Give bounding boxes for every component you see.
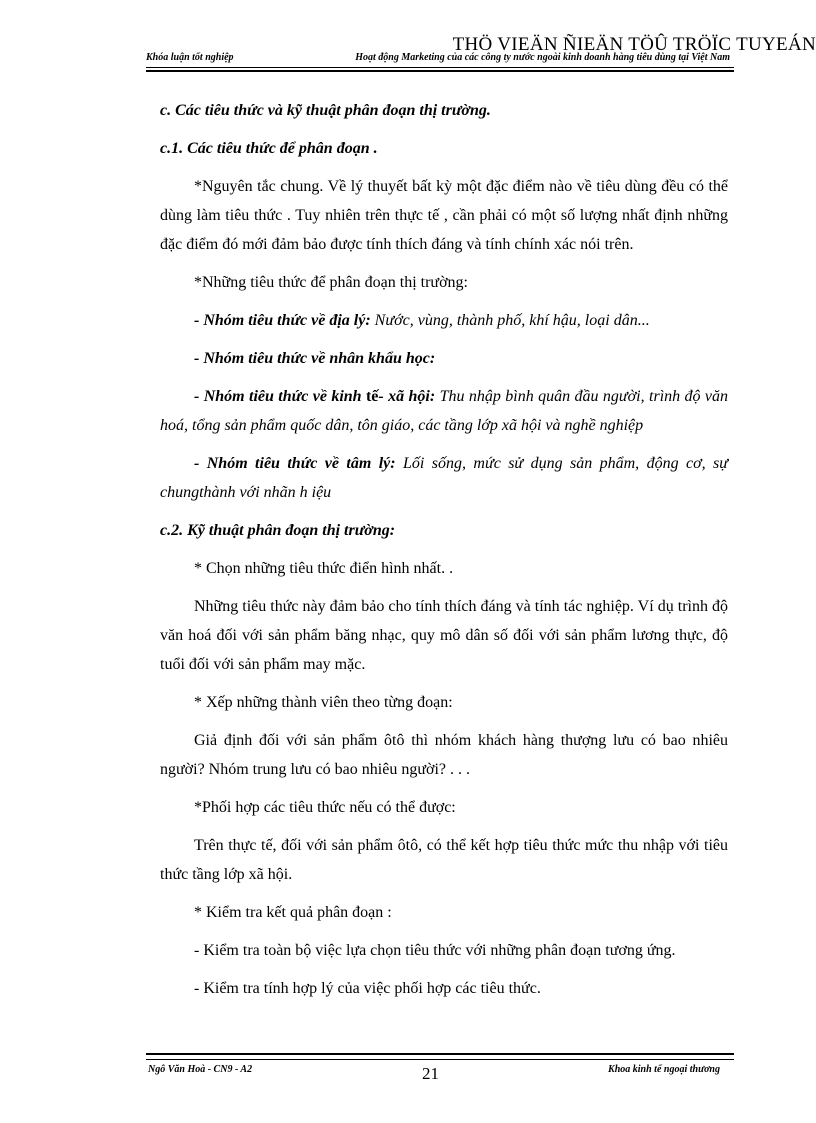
header-rule-thin [146,67,734,68]
criteria-geography [160,306,728,335]
criteria-economic-label-b: tế [365,388,379,405]
criteria-demographic-label: - Nhóm tiêu thức về nhân khẩu học: [194,350,436,367]
header-thesis-label: Khóa luận tốt nghiệp [146,52,234,63]
paragraph-check-1: - Kiểm tra toàn bộ việc lựa chọn tiêu thức với những phân đoạn tương ứng. [194,942,676,959]
criteria-economic-label-a: - Nhóm tiêu thức về kinh [194,388,366,405]
library-watermark: THÖ VIEÄN ÑIEÄN TÖÛ TRÖÏC TUYEÁN [452,34,816,55]
paragraph-arrange-desc: Giả định đối với sản phẩm ôtô thì nhóm khách hàng thượng lưu có bao nhiêu người? Nhóm trung lưu có bao nhiêu người? . . . [160,732,728,778]
page-footer [146,1064,734,1088]
criteria-psychological-label: - Nhóm tiêu thức về tâm lý: [194,455,396,472]
paragraph-check-2: - Kiểm tra tính hợp lý của việc phối hợp các tiêu thức. [194,980,541,997]
criteria-geography-label: - Nhóm tiêu thức về địa lý: [194,312,371,329]
page-header [146,52,734,63]
footer-author: Ngô Văn Hoà - CN9 - A2 [148,1064,253,1075]
criteria-economic-label-c: - xã hội: [378,388,436,405]
criteria-geography-text: Nước, vùng, thành phố, khí hậu, loại dân... [374,312,650,329]
paragraph-combine: *Phối hợp các tiêu thức nếu có thể được: [194,799,456,816]
criteria-economic [160,382,728,440]
paragraph-criteria-intro: *Những tiêu thức để phân đoạn thị trường: [194,274,468,291]
section-heading-c2: c.2. Kỹ thuật phân đoạn thị trường: [160,522,396,539]
paragraph-combine-desc: Trên thực tế, đối với sản phẩm ôtô, có thể kết hợp tiêu thức mức thu nhập với tiêu thức tầng lớp xã hội. [160,837,728,883]
section-heading-c1: c.1. Các tiêu thức để phân đoạn . [160,140,378,157]
header-thesis-title: Hoạt động Marketing của các công ty nước ngoài kinh doanh hàng tiêu dùng tại Việt Nam [355,52,730,63]
footer-rule-thick [146,1053,734,1055]
criteria-demographic [160,344,728,373]
paragraph-choose-desc: Những tiêu thức này đảm bảo cho tính thích đáng và tính tác nghiệp. Ví dụ trình độ văn hoá đối với sản phẩm băng nhạc, quy mô dân số đối với sản phẩm lương thực, độ tuổi đối với sản phẩm may mặc. [160,598,728,673]
criteria-psychological-text: Lối sống, mức sử dụng sản phẩm, động cơ, sự chungthành với nhãn h iệu [160,455,729,501]
footer-faculty: Khoa kinh tế ngoại thương [608,1064,720,1075]
paragraph-choose: * Chọn những tiêu thức điển hình nhất. . [194,560,454,577]
page-body [160,96,728,1012]
header-rule-thick [146,70,734,72]
paragraph-check: * Kiểm tra kết quả phân đoạn : [194,904,392,921]
footer-rule-thin [146,1059,734,1060]
section-heading-c: c. Các tiêu thức và kỹ thuật phân đoạn thị trường. [160,102,491,119]
criteria-economic-text: Thu nhập bình quân đầu người, trình độ văn hoá, tổng sản phẩm quốc dân, tôn giáo, các tầng lớp xã hội và nghề nghiệp [160,388,729,434]
paragraph-arrange: * Xếp những thành viên theo từng đoạn: [194,694,453,711]
criteria-psychological [160,449,728,507]
paragraph-principle: *Nguyên tắc chung. Về lý thuyết bất kỳ một đặc điểm nào về tiêu dùng đều có thể dùng làm tiêu thức . Tuy nhiên trên thực tế , cần phải có một số lượng nhất định những đặc điểm đó mới đảm bảo được tính thích đáng và tính chính xác nói trên. [160,178,728,253]
page-number: 21 [422,1064,439,1083]
